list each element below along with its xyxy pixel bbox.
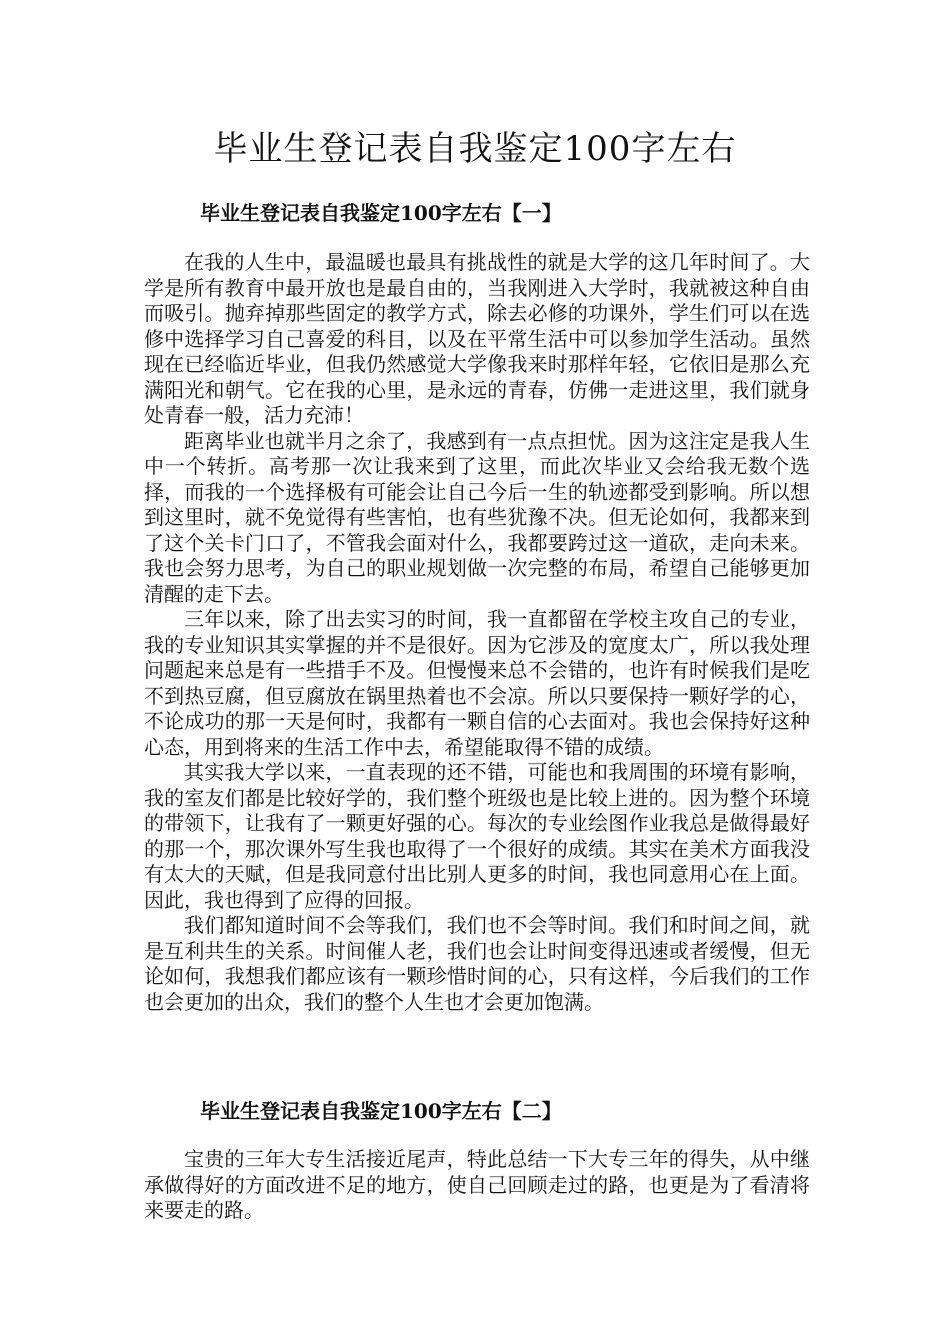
section-body-1 <box>144 250 810 1015</box>
section-heading-1: 毕业生登记表自我鉴定100字左右【一】 <box>200 201 562 225</box>
paragraph: 距离毕业也就半月之余了，我感到有一点点担忧。因为这注定是我人生中一个转折。高考那一次让我来到了这里，而此次毕业又会给我无数个选择，而我的一个选择极有可能会让自己今后一生的轨迹都受到影响。所以想到这里时，就不免觉得有些害怕，也有些犹豫不决。但无论如何，我都来到了这个关卡门口了，不管我会面对什么，我都要跨过这一道砍，走向未来。我也会努力思考，为自己的职业规划做一次完整的布局，希望自己能够更加清醒的走下去。 <box>144 428 810 606</box>
paragraph: 在我的人生中，最温暖也最具有挑战性的就是大学的这几年时间了。大学是所有教育中最开放也是最自由的，当我刚进入大学时，我就被这种自由而吸引。抛弃掉那些固定的教学方式，除去必修的功课外，学生们可以在选修中选择学习自己喜爱的科目，以及在平常生活中可以参加学生活动。虽然现在已经临近毕业，但我仍然感觉大学像我来时那样年轻，它依旧是那么充满阳光和朝气。它在我的心里，是永远的青春，仿佛一走进这里，我们就身处青春一般，活力充沛！ <box>144 250 810 427</box>
paragraph: 其实我大学以来，一直表现的还不错，可能也和我周围的环境有影响，我的室友们都是比较好学的，我们整个班级也是比较上进的。因为整个环境的带领下，让我有了一颗更好强的心。每次的专业绘图作业我总是做得最好的那一个，那次课外写生我也取得了一个很好的成绩。其实在美术方面我没有太大的天赋，但是我同意付出比别人更多的时间，我也同意用心在上面。因此，我也得到了应得的回报。 <box>144 760 810 912</box>
document-title: 毕业生登记表自我鉴定100字左右 <box>213 129 737 169</box>
section-body-2 <box>144 1147 810 1224</box>
paragraph: 我们都知道时间不会等我们，我们也不会等时间。我们和时间之间，就是互利共生的关系。时间催人老，我们也会让时间变得迅速或者缓慢，但无论如何，我想我们都应该有一颗珍惜时间的心，只有这样，今后我们的工作也会更加的出众，我们的整个人生也才会更加饱满。 <box>144 913 810 1014</box>
section-heading-2: 毕业生登记表自我鉴定100字左右【二】 <box>200 1099 562 1123</box>
paragraph: 三年以来，除了出去实习的时间，我一直都留在学校主攻自己的专业，我的专业知识其实掌握的并不是很好。因为它涉及的宽度太广，所以我处理问题起来总是有一些措手不及。但慢慢来总不会错的，也许有时候我们是吃不到热豆腐，但豆腐放在锅里热着也不会凉。所以只要保持一颗好学的心，不论成功的那一天是何时，我都有一颗自信的心去面对。我也会保持好这种心态，用到将来的生活工作中去，希望能取得不错的成绩。 <box>144 607 810 759</box>
paragraph: 宝贵的三年大专生活接近尾声，特此总结一下大专三年的得失，从中继承做得好的方面改进不足的地方，使自己回顾走过的路，也更是为了看清将来要走的路。 <box>144 1147 810 1222</box>
